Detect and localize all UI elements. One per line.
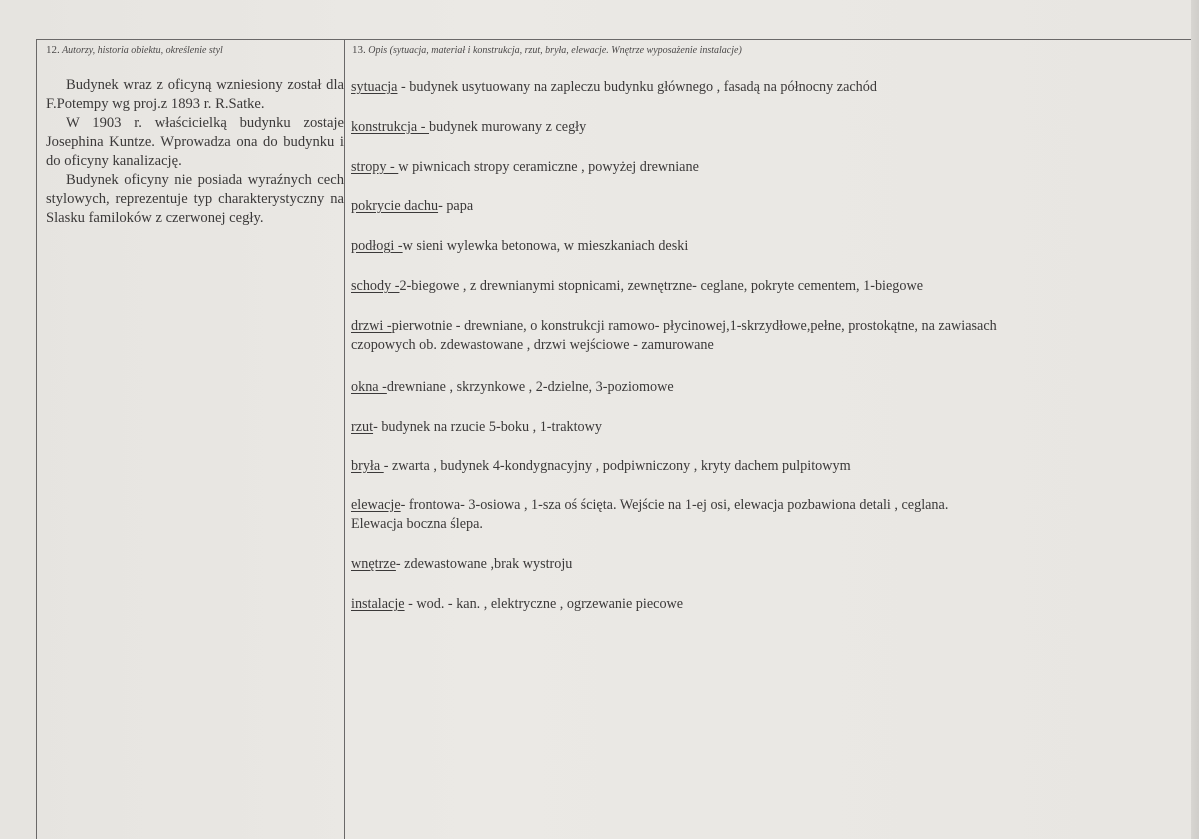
section-13-header: [352, 44, 742, 56]
entry-text: pierwotnie - drewniane, o konstrukcji ramowo- płycinowej,1-skrzydłowe,pełne, prostokątne, na zawiasach: [391, 318, 997, 334]
entry-key: podłogi -: [351, 238, 403, 254]
entry-text: - frontowa- 3-osiowa , 1-sza oś ścięta. Wejście na 1-ej osi, elewacja pozbawiona detali , ceglana.: [400, 497, 949, 513]
table-top-border: [36, 39, 1199, 40]
history-paragraph: Budynek oficyny nie posiada wyraźnych cech stylowych, reprezentuje typ charakterystyczny na Slasku familoków z czerwonej cegły.: [46, 172, 344, 226]
entry-key: schody -: [351, 278, 400, 294]
entry-key: elewacje: [351, 497, 401, 513]
column-divider: [344, 39, 345, 839]
entry-bryla: [351, 457, 851, 476]
entry-key: pokrycie dachu: [351, 198, 439, 214]
entry-text: - wod. - kan. , elektryczne , ogrzewanie piecowe: [404, 596, 684, 612]
entry-key: instalacje: [351, 596, 405, 612]
entry-text: drewniane , skrzynkowe , 2-dzielne, 3-poziomowe: [386, 379, 674, 395]
section-12-header: [46, 44, 223, 56]
entry-continuation: Elewacja boczna ślepa.: [351, 516, 483, 532]
entry-text: - zdewastowane ,brak wystroju: [395, 556, 573, 572]
entry-key: konstrukcja -: [351, 119, 430, 135]
entry-key: bryła: [351, 458, 384, 474]
entry-text: w sieni wylewka betonowa, w mieszkaniach deski: [402, 238, 689, 254]
entry-konstrukcja: [351, 118, 586, 137]
entry-drzwi: [351, 317, 1189, 355]
entry-instalacje: [351, 595, 683, 614]
entry-text: - papa: [438, 198, 474, 214]
entry-sytuacja: [351, 78, 877, 97]
entry-key: drzwi -: [351, 318, 392, 334]
entry-key: stropy -: [351, 159, 399, 175]
entry-text: w piwnicach stropy ceramiczne , powyżej drewniane: [398, 159, 699, 175]
table-left-border: [36, 39, 37, 839]
entry-key: rzut: [351, 419, 374, 435]
section-13-number: 13.: [352, 44, 366, 56]
entry-podlogi: [351, 237, 688, 256]
entry-elewacje: [351, 496, 948, 534]
entry-key: okna -: [351, 379, 387, 395]
entry-schody: [351, 277, 923, 296]
section-12-title: Autorzy, historia obiektu, określenie styl: [62, 45, 223, 56]
entry-rzut: [351, 418, 602, 437]
history-paragraph: W 1903 r. właścicielką budynku zostaje Josephina Kuntze. Wprowadza ona do budynku i do oficyny kanalizację.: [46, 115, 344, 169]
entry-text: - budynek na rzucie 5-boku , 1-traktowy: [373, 419, 602, 435]
entry-pokrycie-dachu: [351, 197, 473, 216]
entry-stropy: [351, 158, 699, 177]
entry-wnetrze: [351, 555, 572, 574]
history-paragraph: Budynek wraz z oficyną wzniesiony został dla F.Potempy wg proj.z 1893 r. R.Satke.: [46, 77, 344, 112]
entry-text: 2-biegowe , z drewnianymi stopnicami, zewnętrzne- ceglane, pokryte cementem, 1-biegowe: [399, 278, 924, 294]
section-13-title: Opis (sytuacja, materiał i konstrukcja, rzut, bryła, elewacje. Wnętrze wyposażenie instalacje): [368, 45, 742, 56]
entry-text: - budynek usytuowany na zapleczu budynku głównego , fasadą na północny zachód: [397, 79, 877, 95]
entry-key: sytuacja: [351, 79, 398, 95]
entry-continuation: czopowych ob. zdewastowane , drzwi wejściowe - zamurowane: [351, 337, 714, 353]
section-12-number: 12.: [46, 44, 60, 56]
entry-okna: [351, 378, 674, 397]
paper-edge: [1191, 0, 1199, 839]
entry-text: budynek murowany z cegły: [429, 119, 587, 135]
entry-text: - zwarta , budynek 4-kondygnacyjny , podpiwniczony , kryty dachem pulpitowym: [383, 458, 851, 474]
section-12-body: [46, 76, 344, 228]
entry-key: wnętrze: [351, 556, 396, 572]
